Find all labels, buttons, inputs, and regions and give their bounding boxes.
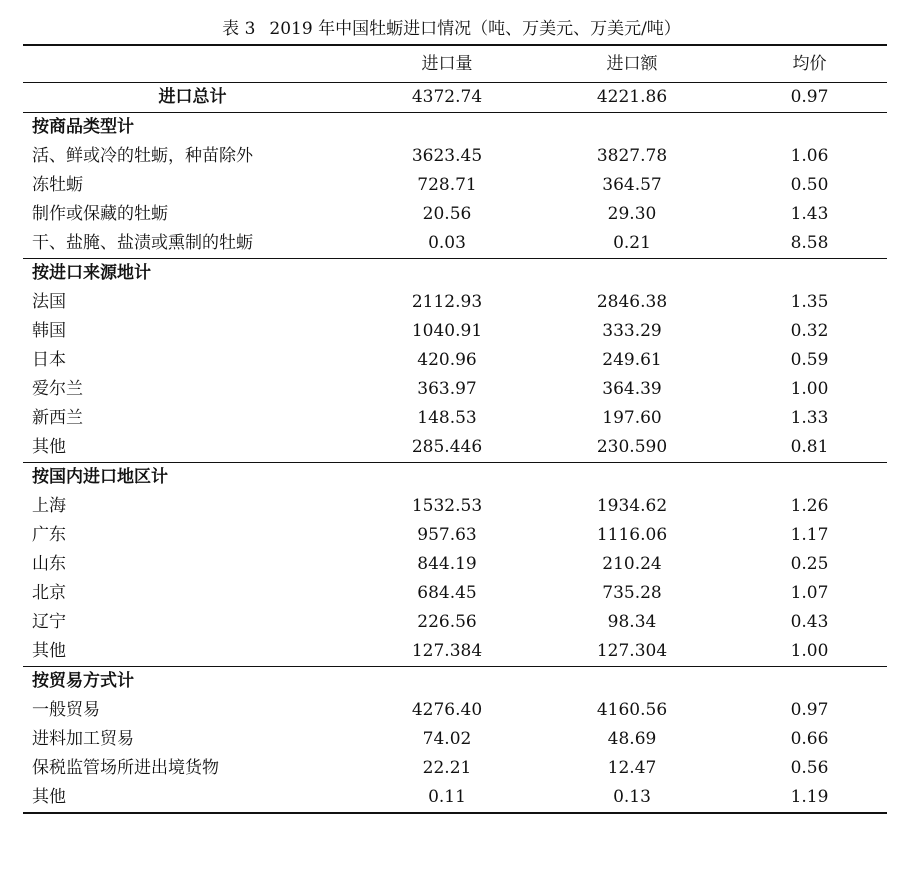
row-price: 0.56 — [790, 758, 829, 778]
row-price: 1.43 — [790, 204, 829, 224]
table-number: 表 3 — [222, 19, 256, 39]
table-caption — [0, 14, 903, 39]
table-row — [23, 608, 887, 637]
section-title: 按国内进口地区计 — [32, 467, 168, 487]
row-label: 进口总计 — [23, 83, 362, 113]
row-price: 1.06 — [790, 146, 829, 166]
oyster-import-table — [23, 44, 887, 814]
table-row — [23, 579, 887, 608]
table-row — [23, 171, 887, 200]
row-label: 其他 — [23, 433, 362, 463]
row-amount: 364.57 — [602, 175, 662, 195]
section-header-row — [23, 113, 887, 143]
row-qty: 226.56 — [417, 612, 477, 632]
row-amount: 1116.06 — [596, 525, 668, 545]
table-row — [23, 346, 887, 375]
row-amount: 249.61 — [602, 350, 662, 370]
table-row — [23, 375, 887, 404]
table-row — [23, 404, 887, 433]
row-price: 0.81 — [732, 433, 887, 463]
row-price: 1.00 — [790, 379, 829, 399]
row-qty: 363.97 — [417, 379, 477, 399]
row-qty: 957.63 — [417, 525, 477, 545]
row-label: 上海 — [32, 496, 66, 516]
row-qty: 22.21 — [422, 758, 472, 778]
row-amount: 735.28 — [602, 583, 662, 603]
row-price: 1.26 — [790, 496, 829, 516]
row-price: 0.66 — [790, 729, 829, 749]
row-qty: 0.03 — [362, 229, 532, 259]
row-qty: 844.19 — [417, 554, 477, 574]
header-label — [23, 45, 362, 83]
table-row — [23, 288, 887, 317]
row-qty: 420.96 — [417, 350, 477, 370]
row-qty: 3623.45 — [411, 146, 483, 166]
row-price: 1.19 — [732, 783, 887, 813]
row-qty: 4276.40 — [411, 700, 483, 720]
row-amount: 0.21 — [532, 229, 732, 259]
header-amount: 进口额 — [532, 45, 732, 83]
table-row — [23, 229, 887, 259]
row-amount: 210.24 — [602, 554, 662, 574]
row-qty: 0.11 — [362, 783, 532, 813]
row-amount: 3827.78 — [596, 146, 668, 166]
row-amount: 4221.86 — [532, 83, 732, 113]
row-qty: 74.02 — [422, 729, 472, 749]
row-label: 干、盐腌、盐渍或熏制的牡蛎 — [23, 229, 362, 259]
row-qty: 20.56 — [422, 204, 472, 224]
row-amount: 1934.62 — [596, 496, 668, 516]
row-qty: 684.45 — [417, 583, 477, 603]
table-row — [23, 783, 887, 813]
row-qty: 4372.74 — [362, 83, 532, 113]
table-row — [23, 492, 887, 521]
header-row — [23, 45, 887, 83]
section-title: 按进口来源地计 — [32, 263, 151, 283]
row-label: 法国 — [32, 292, 66, 312]
section-title: 按商品类型计 — [32, 117, 134, 137]
row-qty: 728.71 — [417, 175, 477, 195]
row-amount: 98.34 — [607, 612, 657, 632]
row-amount: 230.590 — [532, 433, 732, 463]
row-price: 0.97 — [732, 83, 887, 113]
row-label: 其他 — [23, 637, 362, 667]
row-price: 0.50 — [790, 175, 829, 195]
row-amount: 197.60 — [602, 408, 662, 428]
row-amount: 12.47 — [607, 758, 657, 778]
section-header-row — [23, 463, 887, 493]
row-amount: 0.13 — [532, 783, 732, 813]
table-row — [23, 317, 887, 346]
section-header-row — [23, 667, 887, 697]
table-title: 2019 年中国牡蛎进口情况（吨、万美元、万美元/吨） — [269, 19, 681, 39]
table-row — [23, 521, 887, 550]
table-row — [23, 142, 887, 171]
header-price: 均价 — [732, 45, 887, 83]
row-label: 新西兰 — [32, 408, 83, 428]
table-row — [23, 433, 887, 463]
section-header-row — [23, 259, 887, 289]
row-price: 1.07 — [790, 583, 829, 603]
row-qty: 285.446 — [362, 433, 532, 463]
row-qty: 1040.91 — [411, 321, 483, 341]
row-price: 0.32 — [790, 321, 829, 341]
row-amount: 4160.56 — [596, 700, 668, 720]
row-qty: 148.53 — [417, 408, 477, 428]
row-price: 8.58 — [732, 229, 887, 259]
row-label: 辽宁 — [32, 612, 66, 632]
header-qty: 进口量 — [362, 45, 532, 83]
row-price: 1.00 — [732, 637, 887, 667]
row-label: 冻牡蛎 — [32, 175, 83, 195]
row-price: 0.97 — [790, 700, 829, 720]
row-label: 广东 — [32, 525, 66, 545]
row-label: 其他 — [23, 783, 362, 813]
row-label: 一般贸易 — [32, 700, 100, 720]
row-price: 0.43 — [790, 612, 829, 632]
row-price: 1.35 — [790, 292, 829, 312]
table-row — [23, 725, 887, 754]
table-row — [23, 696, 887, 725]
row-label: 韩国 — [32, 321, 66, 341]
table-row — [23, 754, 887, 783]
row-price: 1.33 — [790, 408, 829, 428]
total-row — [23, 83, 887, 113]
row-qty: 2112.93 — [411, 292, 483, 312]
row-qty: 1532.53 — [411, 496, 483, 516]
row-amount: 127.304 — [532, 637, 732, 667]
row-label: 活、鲜或冷的牡蛎，种苗除外 — [32, 146, 253, 166]
row-label: 爱尔兰 — [32, 379, 83, 399]
row-price: 0.25 — [790, 554, 829, 574]
row-label: 保税监管场所进出境货物 — [32, 758, 219, 778]
row-price: 1.17 — [790, 525, 829, 545]
row-label: 北京 — [32, 583, 66, 603]
row-label: 进料加工贸易 — [32, 729, 134, 749]
row-label: 制作或保藏的牡蛎 — [32, 204, 168, 224]
table-row — [23, 637, 887, 667]
table-row — [23, 200, 887, 229]
row-qty: 127.384 — [362, 637, 532, 667]
row-label: 山东 — [32, 554, 66, 574]
row-label: 日本 — [32, 350, 66, 370]
row-amount: 48.69 — [607, 729, 657, 749]
table-row — [23, 550, 887, 579]
row-price: 0.59 — [790, 350, 829, 370]
row-amount: 2846.38 — [596, 292, 668, 312]
row-amount: 29.30 — [607, 204, 657, 224]
row-amount: 333.29 — [602, 321, 662, 341]
row-amount: 364.39 — [602, 379, 662, 399]
section-title: 按贸易方式计 — [32, 671, 134, 691]
